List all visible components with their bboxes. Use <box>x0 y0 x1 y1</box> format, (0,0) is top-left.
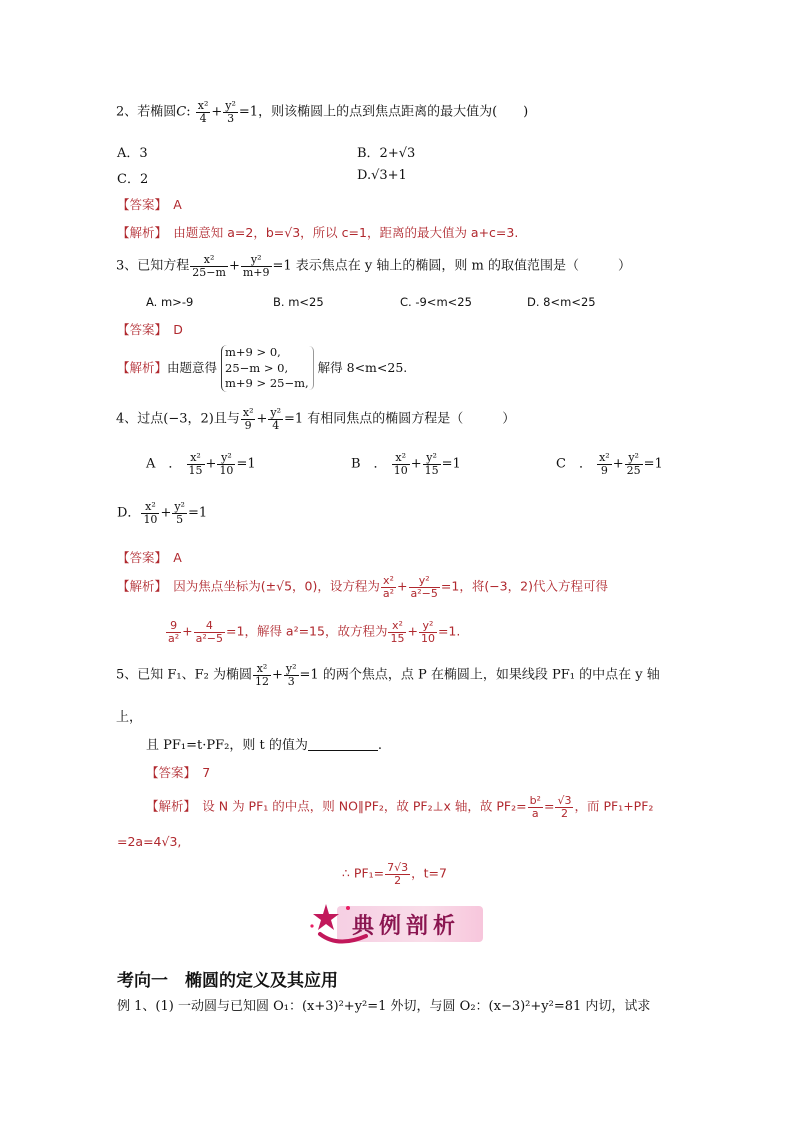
q4-option-a: A ． $\frac{\text{x²}}{15}$ + $\frac{\text{y²}}{10}$ =1 <box>146 451 256 477</box>
banner-title: 典例剖析 <box>352 914 461 939</box>
q4-analysis-line2: $\frac{9}{\text{a²}}$ + $\frac{4}{\text{a²−5}}$ =1，解得 a²=15，故方程为 $\frac{\text{x²}}{15}$ + $\frac{\text{y²}}{10}$ =1. <box>168 619 461 645</box>
answer-value: A <box>173 550 182 565</box>
q2-analysis: 【解析】 由题意知 a=2，b=√3，所以 c=1，距离的最大值为 a+c=3. <box>117 225 519 240</box>
answer-value: D <box>173 322 183 337</box>
q4-answer <box>117 548 182 566</box>
section-title: 考向一 椭圆的定义及其应用 <box>117 971 338 991</box>
analysis-label: 【解析】 <box>117 225 161 240</box>
answer-label: 【答案】 <box>117 197 161 212</box>
answer-label: 【答案】 <box>117 550 161 565</box>
q5-stem-line2: 上， <box>116 710 143 725</box>
q3-option-b: B. m<25 <box>273 295 324 309</box>
inequality-system: m+9 > 0, 25−m > 0, m+9 > 25−m, <box>221 345 309 392</box>
q3-option-a: A. m>-9 <box>146 295 194 309</box>
q2-option-a: A．3 <box>117 146 148 161</box>
q3-analysis: 【解析】由题意得 m+9 > 0, 25−m > 0, m+9 > 25−m, 解得 8<m<25. <box>117 345 408 391</box>
q2-option-b: B．2+√3 <box>357 146 416 161</box>
example-1: 例 1、(1) 一动圆与已知圆 O₁：(x+3)²+y²=1 外切，与圆 O₂：(x−3)²+y²=81 内切，试求 <box>117 999 651 1014</box>
q2-stem: 2、若椭圆C: $\frac{\text{x²}}{4}$ + $\frac{\text{y²}}{3}$ =1，则该椭圆上的点到焦点距离的最大值为( ) <box>116 99 529 125</box>
analysis-label: 【解析】 <box>146 798 190 814</box>
answer-blank <box>308 739 378 751</box>
q2-option-c: C．2 <box>117 172 149 187</box>
q5-conclusion: ∴ PF₁= $\frac{7√3}{2}$ ，t=7 <box>342 861 447 887</box>
analysis-label: 【解析】 <box>117 578 161 594</box>
q4-option-b: B ． $\frac{\text{x²}}{10}$ + $\frac{\text{y²}}{15}$ =1 <box>351 451 461 477</box>
q5-answer <box>146 763 210 781</box>
q4-analysis-line1: 【解析】 因为焦点坐标为(±√5，0)，设方程为 $\frac{\text{x²}}{\text{a²}}$ + $\frac{\text{y²}}{\text{a²−5}}$ =1，将(−3，2)代入方程可得 <box>117 574 608 600</box>
q4-stem: 4、过点(−3，2)且与 $\frac{\text{x²}}{9}$ + $\frac{\text{y²}}{4}$ =1 有相同焦点的椭圆方程是（ ） <box>116 406 516 432</box>
q5-stem-line1: 5、已知 F₁、F₂ 为椭圆 $\frac{\text{x²}}{12}$ + $\frac{\text{y²}}{3}$ =1 的两个焦点，点 P 在椭圆上，如果线段 PF₁ 的中点在 y 轴 <box>116 662 660 688</box>
q3-stem: 3、已知方程 $\frac{\text{x²}}{25-m}$ + $\frac{\text{y²}}{m+9}$ =1 表示焦点在 y 轴上的椭圆，则 m 的取值范围是（ ） <box>116 253 631 279</box>
q4-option-c: C ． $\frac{\text{x²}}{9}$ + $\frac{\text{y²}}{25}$ =1 <box>556 451 663 477</box>
q3-answer <box>117 320 183 338</box>
q5-analysis-line2: =2a=4√3, <box>117 834 182 849</box>
q2-answer <box>117 195 182 213</box>
answer-label: 【答案】 <box>117 322 161 337</box>
answer-value: 7 <box>202 765 211 780</box>
answer-value: A <box>173 197 182 212</box>
answer-label: 【答案】 <box>146 765 190 780</box>
q3-option-c: C. -9<m<25 <box>400 295 472 309</box>
q2-option-d: D.√3+1 <box>357 168 407 183</box>
q5-stem-line3: 且 PF₁=t·PF₂，则 t 的值为 . <box>146 738 382 753</box>
q5-analysis-line1: 【解析】 设 N 为 PF₁ 的中点，则 NO∥PF₂，故 PF₂⊥x 轴，故 PF₂= $\frac{\text{b²}}{a}$ = $\frac{√3}{2}$ ，而 PF₁+PF₂ <box>146 794 654 820</box>
analysis-label: 【解析】 <box>117 359 168 375</box>
q4-option-d: D． $\frac{\text{x²}}{10}$ + $\frac{\text{y²}}{5}$ =1 <box>117 500 208 526</box>
q3-option-d: D. 8<m<25 <box>527 295 596 309</box>
